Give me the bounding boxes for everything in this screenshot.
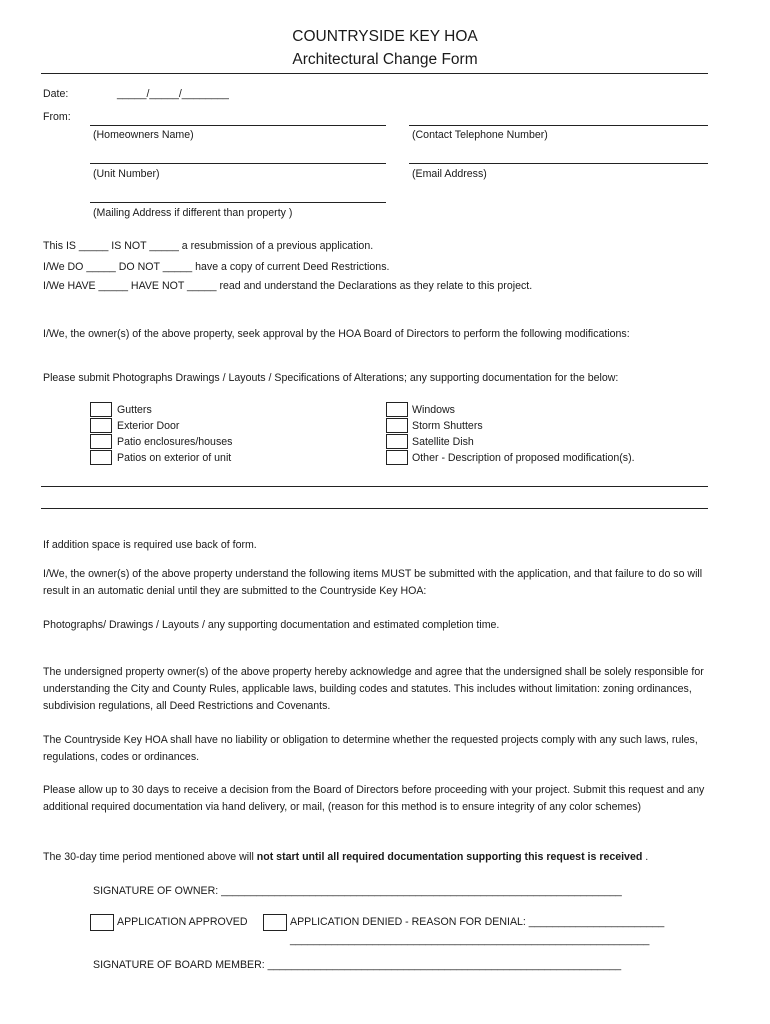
application-approved-checkbox[interactable] <box>90 914 114 931</box>
time-period-prefix: The 30-day time period mentioned above will <box>43 851 257 863</box>
time-period-emphasis: not start until all required documentation supporting this request is received <box>256 851 643 863</box>
deed-copy-statement: I/We DO _____ DO NOT _____ have a copy of current Deed Restrictions. <box>43 261 390 273</box>
exterior-door-checkbox[interactable] <box>90 418 112 433</box>
checklist-item: Gutters <box>117 404 152 416</box>
telephone-caption: (Contact Telephone Number) <box>412 129 548 141</box>
acknowledgement-text: The undersigned property owner(s) of the above property hereby acknowledge and agree that the undersigned shall be solely responsible for understanding the City and County Rules, applicable laws, building codes and statutes. This includes without limitation: zoning ordinances, subdivision regulations, all Deed Restrictions and Covenants. <box>43 666 704 712</box>
date-label: Date: <box>43 88 69 100</box>
telephone-line[interactable] <box>409 125 708 126</box>
checklist-item: Satellite Dish <box>412 436 474 448</box>
patio-enclosures-checkbox[interactable] <box>90 434 112 449</box>
board-member-signature-field[interactable]: SIGNATURE OF BOARD MEMBER: ____________________________________________________________ <box>93 959 622 971</box>
checklist-item: Storm Shutters <box>412 420 483 432</box>
time-period-text <box>43 851 648 863</box>
checklist-item: Patios on exterior of unit <box>117 452 232 464</box>
time-period-suffix: . <box>642 851 649 863</box>
application-denied-label[interactable]: APPLICATION DENIED - REASON FOR DENIAL: _______________________ <box>290 916 665 928</box>
email-caption: (Email Address) <box>412 168 487 180</box>
satellite-dish-checkbox[interactable] <box>386 434 408 449</box>
header-rule <box>41 73 708 74</box>
storm-shutters-checkbox[interactable] <box>386 418 408 433</box>
unit-number-caption: (Unit Number) <box>93 168 160 180</box>
other-modification-checkbox[interactable] <box>386 450 408 465</box>
checklist-item: Other - Description of proposed modification(s). <box>412 452 635 464</box>
mailing-address-caption: (Mailing Address if different than property ) <box>93 207 293 219</box>
mailing-address-line[interactable] <box>90 202 386 203</box>
homeowner-name-caption: (Homeowners Name) <box>93 129 194 141</box>
description-line-1[interactable] <box>41 486 708 487</box>
must-submit-text: I/We, the owner(s) of the above property understand the following items MUST be submitted with the application, and that failure to do so will result in an automatic denial until they are submitted to the Countryside Key HOA: <box>43 568 703 597</box>
resubmission-statement: This IS _____ IS NOT _____ a resubmission of a previous application. <box>43 240 374 252</box>
additional-space-note: If addition space is required use back of form. <box>43 539 257 551</box>
approval-request-text: I/We, the owner(s) of the above property, seek approval by the HOA Board of Directors to perform the following modifications: <box>43 328 630 340</box>
checklist-right <box>412 402 635 466</box>
decision-time-text: Please allow up to 30 days to receive a decision from the Board of Directors before proceeding with your project. Submit this request and any additional required documentation via hand delivery, or mail, (reason for this method is to ensure integrity of any color schemes) <box>43 784 705 813</box>
date-field[interactable]: _____/_____/________ <box>117 88 229 100</box>
checklist-item: Exterior Door <box>117 420 180 432</box>
gutters-checkbox[interactable] <box>90 402 112 417</box>
unit-number-line[interactable] <box>90 163 386 164</box>
liability-text: The Countryside Key HOA shall have no liability or obligation to determine whether the requested projects comply with any such laws, rules, regulations, codes or ordinances. <box>43 734 698 763</box>
checklist-left <box>117 402 232 466</box>
windows-checkbox[interactable] <box>386 402 408 417</box>
checklist-item: Windows <box>412 404 455 416</box>
submit-instructions-text: Please submit Photographs Drawings / Layouts / Specifications of Alterations; any supporting documentation for the below: <box>43 372 619 384</box>
checklist-item: Patio enclosures/houses <box>117 436 233 448</box>
required-items-text: Photographs/ Drawings / Layouts / any supporting documentation and estimated completion time. <box>43 619 500 631</box>
form-organization: COUNTRYSIDE KEY HOA <box>292 28 478 45</box>
declarations-statement: I/We HAVE _____ HAVE NOT _____ read and understand the Declarations as they relate to this project. <box>43 280 533 292</box>
email-line[interactable] <box>409 163 708 164</box>
application-approved-label: APPLICATION APPROVED <box>117 916 248 928</box>
owner-signature-field[interactable]: SIGNATURE OF OWNER: ____________________________________________________________________ <box>93 885 622 897</box>
description-line-2[interactable] <box>41 508 708 509</box>
patios-exterior-checkbox[interactable] <box>90 450 112 465</box>
form-title: Architectural Change Form <box>292 51 478 68</box>
denial-reason-line[interactable]: _____________________________________________________________ <box>290 934 650 946</box>
homeowner-name-line[interactable] <box>90 125 386 126</box>
application-denied-checkbox[interactable] <box>263 914 287 931</box>
from-label: From: <box>43 111 71 123</box>
